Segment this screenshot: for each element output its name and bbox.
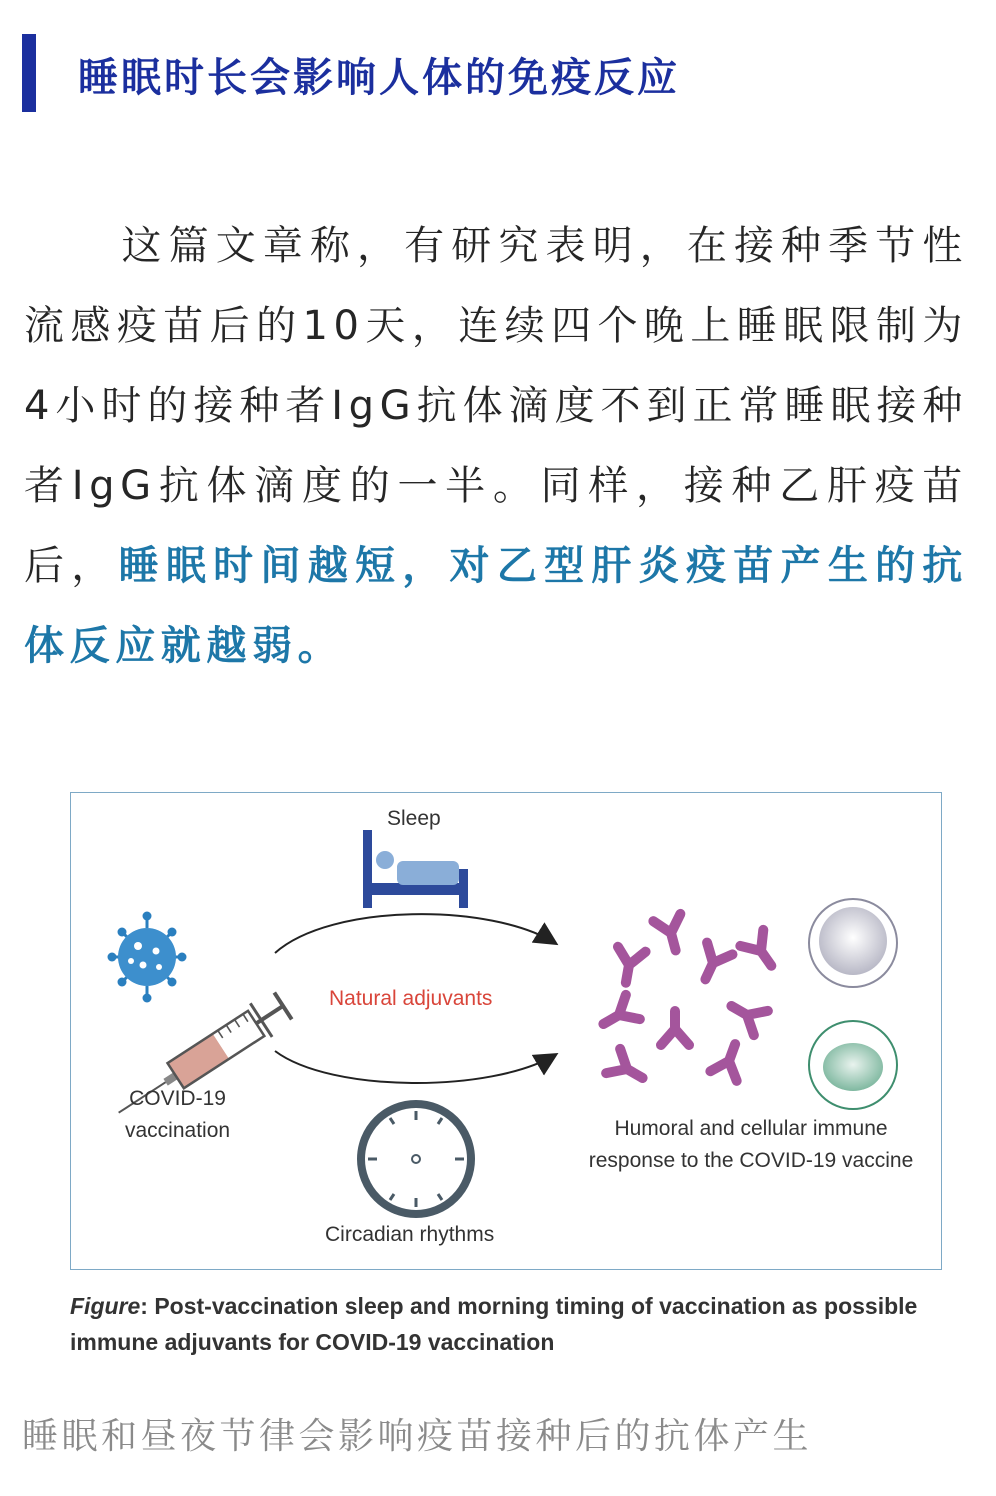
- figure-illustration: [71, 793, 943, 1271]
- antibody-icon: [661, 1011, 689, 1045]
- immune-cell-icon: [809, 899, 897, 987]
- covid-label-line1: COVID-19: [129, 1087, 226, 1110]
- heading-accent-bar: [22, 34, 36, 112]
- paragraph-highlight: 睡眠时间越短，对乙型肝炎疫苗产生的抗体反应就越弱。: [24, 543, 968, 669]
- immune-cell-icon: [809, 1021, 897, 1109]
- section-heading: [22, 34, 922, 112]
- antibody-icon: [606, 1049, 649, 1090]
- figure-diagram: [70, 792, 942, 1270]
- covid-label-line2: vaccination: [125, 1119, 231, 1142]
- antibody-icon: [710, 1039, 748, 1081]
- antibody-icon: [693, 943, 733, 986]
- circadian-rhythms-label: Circadian rhythms: [325, 1223, 495, 1246]
- antibody-icon: [612, 947, 645, 985]
- antibody-icon: [653, 914, 689, 954]
- figure-caption-lead: Figure: [70, 1293, 141, 1319]
- virus-icon: [108, 912, 187, 1003]
- antibody-icon: [596, 995, 639, 1036]
- article-paragraph: [24, 206, 968, 686]
- bottom-arrow: [275, 1051, 555, 1083]
- sleep-label: Sleep: [387, 807, 441, 830]
- natural-adjuvants-label: Natural adjuvants: [329, 987, 493, 1010]
- top-arrow: [275, 914, 555, 953]
- immune-label-line2: response to the COVID-19 vaccine: [588, 1149, 914, 1172]
- image-caption: 睡眠和昼夜节律会影响疫苗接种后的抗体产生: [22, 1416, 813, 1457]
- clock-icon: [361, 1104, 471, 1214]
- immune-response-label: [579, 1113, 923, 1177]
- covid-vaccination-label: [125, 1083, 230, 1147]
- antibody-icon: [740, 930, 782, 974]
- antibodies-group: [596, 914, 782, 1090]
- figure-caption-text: : Post-vaccination sleep and morning timing of vaccination as possible immune adjuvants for COVID-19 vaccination: [70, 1293, 918, 1355]
- antibody-icon: [724, 994, 767, 1035]
- paragraph-text: 这篇文章称，有研究表明，在接种季节性流感疫苗后的10天，连续四个晚上睡眠限制为4小时的接种者IgG抗体滴度不到正常睡眠接种者IgG抗体滴度的一半。同样，接种乙肝疫苗后，: [24, 223, 968, 589]
- heading-title: 睡眠时长会影响人体的免疫反应: [78, 55, 680, 101]
- immune-label-line1: Humoral and cellular immune: [614, 1117, 888, 1140]
- figure-caption: [70, 1288, 960, 1360]
- bed-icon: [363, 830, 468, 908]
